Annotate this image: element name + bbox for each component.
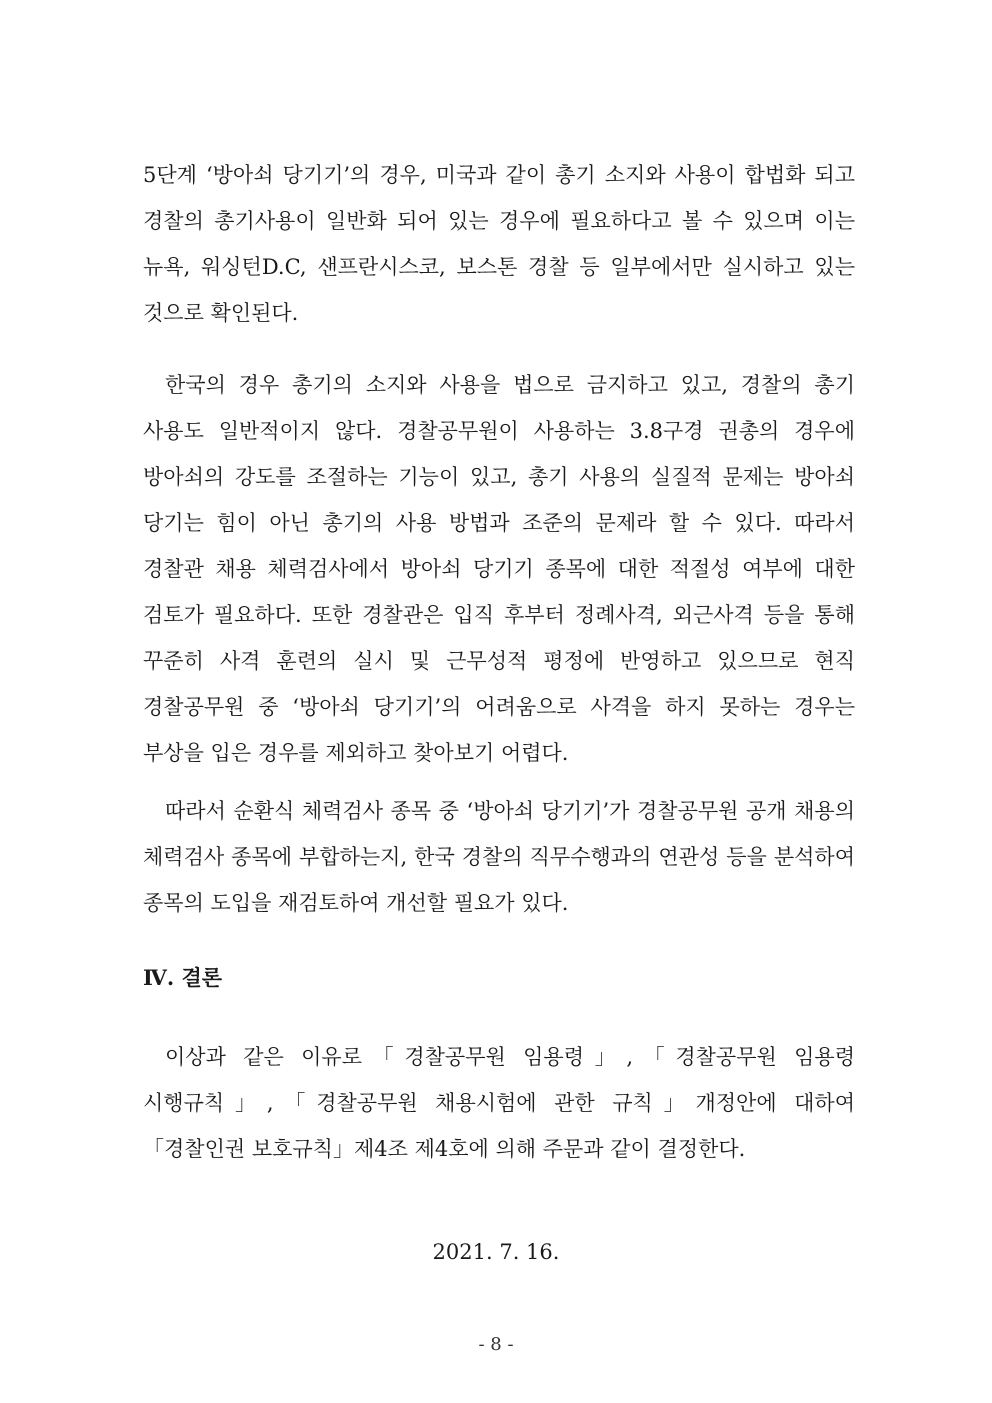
paragraph-text: 이상과 같은 이유로「경찰공무원 임용령」,「경찰공무원 임용령 시행규칙」,「경찰공무원 채용시험에 관한 규칙」개정안에 대하여 「경찰인권 보호규칙」제4조 제4호에 의해 주문과 같이 결정한다. (143, 1045, 855, 1161)
paragraph-text: 5단계 ‘방아쇠 당기기’의 경우, 미국과 같이 총기 소지와 사용이 합법화 되고 경찰의 총기사용이 일반화 되어 있는 경우에 필요하다고 볼 수 있으며 이는 뉴욕, 워싱턴D.C, 샌프란시스코, 보스톤 경찰 등 일부에서만 실시하고 있는 것으로 확인된다. (143, 163, 855, 325)
page-number: - 8 - (478, 1334, 514, 1355)
paragraph-korea-firearms (143, 362, 855, 776)
section-heading-conclusion: Ⅳ. 결론 (143, 965, 223, 990)
paragraph-text: 따라서 순환식 체력검사 종목 중 ‘방아쇠 당기기’가 경찰공무원 공개 채용의 체력검사 종목에 부합하는지, 한국 경찰의 직무수행과의 연관성 등을 분석하여 종목의 도입을 재검토하여 개선할 필요가 있다. (143, 799, 855, 915)
document-date: 2021. 7. 16. (432, 1240, 560, 1264)
paragraph-recommendation (143, 788, 855, 926)
paragraph-text: 한국의 경우 총기의 소지와 사용을 법으로 금지하고 있고, 경찰의 총기 사용도 일반적이지 않다. 경찰공무원이 사용하는 3.8구경 권총의 경우에 방아쇠의 강도를 조절하는 기능이 있고, 총기 사용의 실질적 문제는 방아쇠 당기는 힘이 아닌 총기의 사용 방법과 조준의 문제라 할 수 있다. 따라서 경찰관 채용 체력검사에서 방아쇠 당기기 종목에 대한 적절성 여부에 대한 검토가 필요하다. 또한 경찰관은 입직 후부터 정례사격, 외근사격 등을 통해 꾸준히 사격 훈련의 실시 및 근무성적 평정에 반영하고 있으므로 현직 경찰공무원 중 ‘방아쇠 당기기’의 어려움으로 사격을 하지 못하는 경우는 부상을 입은 경우를 제외하고 찾아보기 어렵다. (143, 373, 855, 765)
paragraph-trigger-pull-usa (143, 152, 855, 336)
paragraph-conclusion (143, 1034, 855, 1172)
